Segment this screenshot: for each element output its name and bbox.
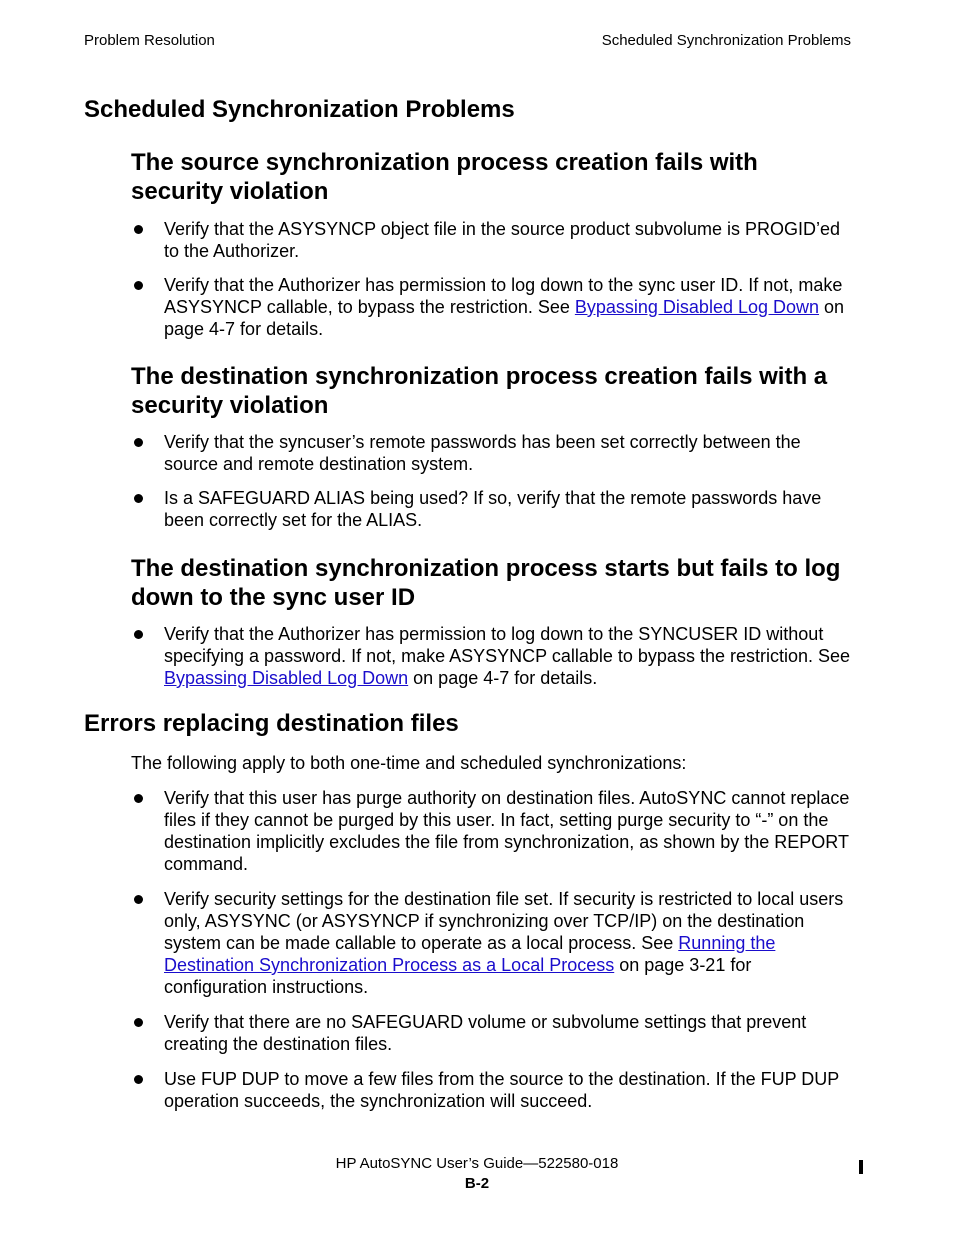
bypassing-disabled-log-down-link[interactable]: Bypassing Disabled Log Down xyxy=(164,668,409,688)
bullet-list-destination-creation xyxy=(131,431,853,531)
bullet-icon xyxy=(134,494,143,503)
running-header-right: Scheduled Synchronization Problems xyxy=(601,32,851,49)
section-title-errors: Errors replacing destination files xyxy=(84,710,459,737)
change-bar xyxy=(859,1160,863,1174)
bullet-icon xyxy=(134,225,143,234)
list-item: Verify that this user has purge authority on destination files. AutoSYNC cannot replace files if they cannot be purged by this user. In fact, setting purge security to “-” on the destination implicitly excludes the file from synchronization, as shown by the REPORT command. xyxy=(131,787,853,875)
page-title: Scheduled Synchronization Problems xyxy=(84,96,515,123)
section-heading-destination-logdown: The destination synchronization process starts but fails to log down to the sync user ID xyxy=(131,555,841,611)
list-item: Is a SAFEGUARD ALIAS being used? If so, verify that the remote passwords have been correctly set for the ALIAS. xyxy=(131,487,853,531)
section-heading-destination-creation: The destination synchronization process creation fails with a security violation xyxy=(131,363,828,419)
list-item: Verify that the Authorizer has permission to log down to the SYNCUSER ID without specifying a password. If not, make ASYSYNCP callable to bypass the restriction. See Bypassing Disabled Log Down on page 4-7 for details. xyxy=(131,623,853,689)
list-item: Verify that the syncuser’s remote passwords has been set correctly between the source and remote destination system. xyxy=(131,431,853,475)
page-number: B-2 xyxy=(464,1175,490,1192)
bullet-list-destination-logdown xyxy=(131,623,853,689)
running-header-left: Problem Resolution xyxy=(84,32,215,49)
section-heading-source-creation: The source synchronization process creation fails with security violation xyxy=(131,149,758,205)
list-item: Use FUP DUP to move a few files from the source to the destination. If the FUP DUP operation succeeds, the synchronization will succeed. xyxy=(131,1068,853,1112)
errors-intro-text: The following apply to both one-time and scheduled synchronizations: xyxy=(131,753,687,773)
bullet-icon xyxy=(134,281,143,290)
bullet-icon xyxy=(134,630,143,639)
list-item: Verify that the Authorizer has permission to log down to the sync user ID. If not, make ASYSYNCP callable, to bypass the restriction. See Bypassing Disabled Log Down on page 4-7 for details. xyxy=(131,274,853,340)
bypassing-disabled-log-down-link[interactable]: Bypassing Disabled Log Down xyxy=(574,297,820,317)
list-item: Verify that there are no SAFEGUARD volume or subvolume settings that prevent creating the destination files. xyxy=(131,1011,853,1055)
bullet-icon xyxy=(134,1075,143,1084)
running-destination-sync-local-link[interactable]: Running the Destination Synchronization Process as a Local Process xyxy=(164,933,776,975)
list-item: Verify that the ASYSYNCP object file in the source product subvolume is PROGID’ed to the Authorizer. xyxy=(131,218,853,262)
bullet-list-source-creation xyxy=(131,218,853,340)
footer-guide-title: HP AutoSYNC User’s Guide—522580-018 xyxy=(335,1155,619,1172)
bullet-list-errors xyxy=(131,787,853,1112)
bullet-icon xyxy=(134,895,143,904)
page-footer xyxy=(0,1155,954,1192)
bullet-icon xyxy=(134,1018,143,1027)
bullet-icon xyxy=(134,438,143,447)
bullet-icon xyxy=(134,794,143,803)
list-item: Verify security settings for the destination file set. If security is restricted to local users only, ASYSYNC (or ASYSYNCP if synchronizing over TCP/IP) on the destination system can be made callable to operate as a local process. See Running the Destination Synchronization Process as a Local Process on page 3-21 for configuration instructions. xyxy=(131,888,853,998)
